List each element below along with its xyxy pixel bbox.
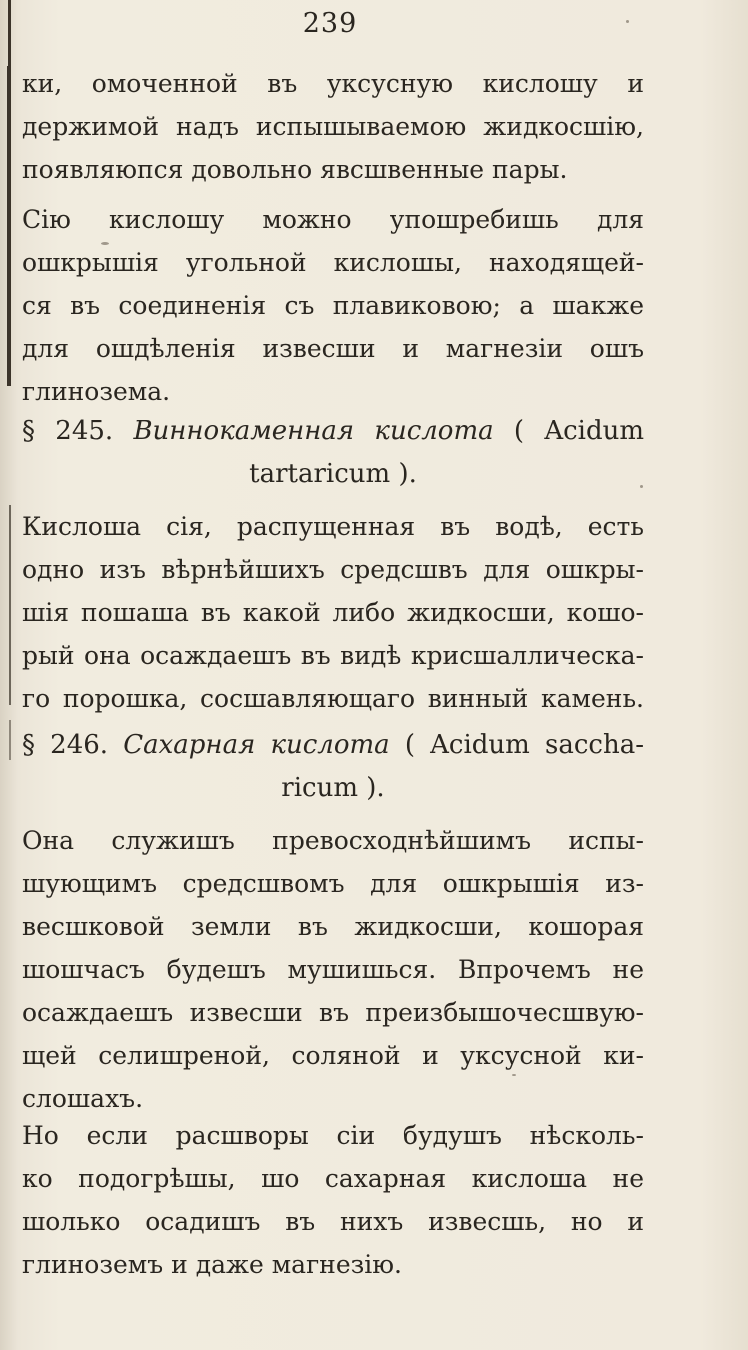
text-line: ки, омоченной въ уксусную кислошу и: [22, 69, 644, 98]
paragraph-continuation: [22, 62, 644, 191]
text-line: осаждаешъ извесши въ преизбышочесшвую-: [22, 998, 644, 1027]
section-latin: ( Acidum saccha-: [404, 730, 645, 760]
heading-line: [22, 410, 644, 453]
text-line: Сію кислошу можно упошребишь для: [22, 205, 644, 234]
text-line: Кислоша сія, распущенная въ водѣ, есть: [22, 512, 644, 541]
paragraph: [22, 505, 644, 720]
text-line: ко подогрѣшы, шо сахарная кислоша не: [22, 1164, 644, 1193]
section-heading-245: [22, 410, 644, 496]
binding-margin-line: [9, 720, 11, 760]
heading-line: [22, 724, 644, 767]
paragraph: [22, 1114, 644, 1286]
section-latin: ( Acidum: [513, 416, 645, 446]
binding-margin-line: [7, 66, 11, 386]
text-line: шошчасъ будешъ мушишься. Впрочемъ не: [22, 955, 644, 984]
text-line: одно изъ вѣрнѣйшихъ средсшвъ для ошкры-: [22, 555, 644, 584]
section-title: Сахарная кислота: [123, 730, 390, 760]
section-number: § 246.: [22, 730, 109, 760]
binding-margin-line: [9, 505, 11, 705]
heading-line: tartaricum ).: [249, 459, 417, 489]
text-line: глинозема.: [22, 377, 171, 406]
section-heading-246: [22, 724, 644, 810]
text-line: для ошдѣленія извесши и магнезіи ошъ: [22, 334, 644, 363]
text-line: Она служишъ превосходнѣйшимъ испы-: [22, 826, 644, 855]
text-line: го порошка, сосшавляющаго винный камень.: [22, 684, 644, 713]
page-number: 239: [302, 8, 358, 39]
text-line: шолько осадишъ въ нихъ извесшь, но и: [22, 1207, 644, 1236]
text-line: держимой надъ испышываемою жидкосшію,: [22, 112, 644, 141]
text-line: шующимъ средсшвомъ для ошкрышія из-: [22, 869, 644, 898]
text-line: ошкрышія угольной кислошы, находящей-: [22, 248, 644, 277]
text-line: весшковой земли въ жидкосши, кошорая: [22, 912, 644, 941]
paragraph: [22, 198, 644, 413]
text-line: появляюпся довольно явсшвенные пары.: [22, 155, 568, 184]
section-title: Виннокаменная кислота: [133, 416, 494, 446]
text-line: шія пошаша въ какой либо жидкосши, кошо-: [22, 598, 644, 627]
text-line: щей селишреной, соляной и уксусной ки-: [22, 1041, 644, 1070]
heading-line: ricum ).: [281, 773, 385, 803]
text-line: глиноземъ и даже магнезію.: [22, 1250, 402, 1279]
text-line: Но если расшворы сіи будушъ нѣсколь-: [22, 1121, 644, 1150]
text-line: рый она осаждаешъ въ видѣ крисшаллическа-: [22, 641, 644, 670]
text-line: ся въ соединенія съ плавиковою; а шакже: [22, 291, 644, 320]
paragraph: [22, 819, 644, 1120]
section-number: § 245.: [22, 416, 114, 446]
text-line: слошахъ.: [22, 1084, 144, 1113]
